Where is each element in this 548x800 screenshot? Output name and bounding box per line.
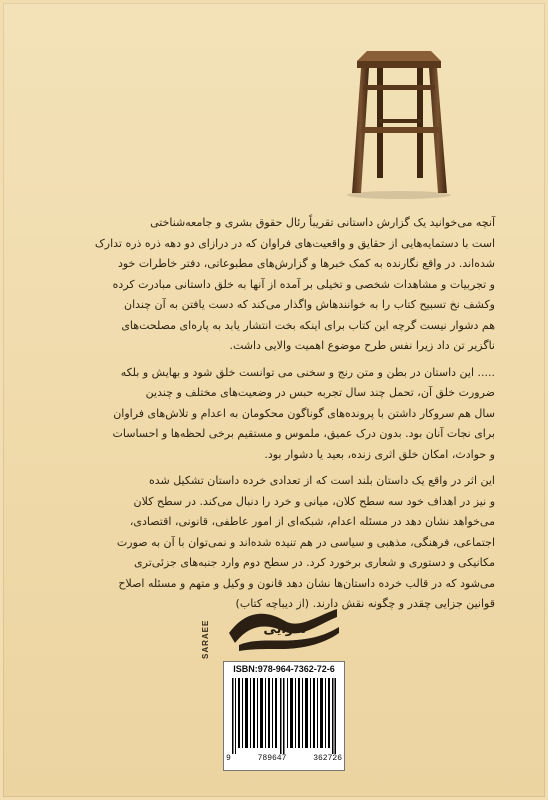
barcode-digit-group: 789647	[257, 754, 287, 763]
blurb-paragraph-2	[40, 363, 495, 466]
blurb-line: می‌خواهد نشان دهد در مسئله اعدام، شبکه‌ای از امور عاطفی، قانونی، اقتصادی،	[129, 515, 495, 528]
blurb-line: هم دشوار نیست گرچه این کتاب برای اینکه بخت انتشار یابد به پاره‌ای مصلحت‌های	[121, 318, 495, 332]
blurb-line: و تجربیات و مشاهدات شخصی و تخیلی بر آمده از آنها به خلق داستانی مبادرت کرده	[112, 277, 495, 291]
blurb-line: قوانین جزایی چقدر و چگونه نقش دارند. (از دیباچه کتاب)	[235, 597, 495, 610]
blurb-line: و نیز در اهداف خود سه سطح کلان، میانی و خرد را دنبال می‌کند. در سطح کلان	[133, 494, 495, 508]
blurb-line: می‌شود که در قالب خرده داستان‌ها نشان دهد قانون و وکیل و متهم و مسئله اصلاح	[118, 576, 495, 590]
blurb-line: است با دستمایه‌هایی از حقایق و واقعیت‌های فراوان که در درازای دو دهه ذره ذره تدارک	[94, 236, 495, 250]
blurb-paragraph-3	[40, 471, 495, 615]
wooden-stool-icon	[339, 41, 459, 201]
blurb-line: آنچه می‌خوانید یک گزارش داستانی تقریباً رئال حقوق بشری و جامعه‌شناختی	[150, 216, 495, 229]
blurb-line: وکشف نخ تسبیح کتاب را به خوانندهاش واگذار می‌کند که دست یافتن به آن چندان	[123, 298, 495, 311]
blurb-line: اجتماعی، فرهنگی، مذهبی و سیاسی در هم تنیده شده‌اند و نمی‌توان با آن به صورت	[116, 535, 495, 549]
isbn-label: ISBN:978-964-7362-72-6	[233, 664, 335, 674]
back-cover-blurb	[40, 213, 495, 621]
publisher-latin-name: SARAEE	[201, 619, 210, 659]
blurb-line: سال هم سروکار داشتن با پرونده‌های گوناگون محکومان به اعدام و تلاش‌های فراوان	[113, 406, 495, 420]
isbn-barcode-box	[223, 661, 345, 771]
blurb-line: برای نجات آنان بود. بدون درک عمیق، ملموس و مستقیم برخی لحظه‌ها و احساسات	[112, 427, 495, 440]
barcode-digit-group: 362726	[313, 754, 342, 763]
blurb-line: این اثر در واقع یک داستان بلند است که از تعدادی خرده داستان تشکیل شده	[148, 474, 495, 487]
blurb-line: ناگزیر تن داد زیرا نفس طرح موضوع اهمیت والایی داشت.	[229, 339, 495, 352]
publisher-logo-icon	[225, 603, 343, 655]
barcode-digit-group: 9	[226, 754, 231, 763]
blurb-paragraph-1	[40, 213, 495, 357]
blurb-line: مکانیکی و دستوری و شعاری برخورد کرد. در سطح دوم وارد جنبه‌های جزئی‌تری	[134, 556, 495, 569]
blurb-line: ضرورت خلق آن، تحمل چند سال تجربه حبس در وضعیت‌های مختلف و چندین	[145, 386, 495, 399]
blurb-line: شده‌اند. در واقع نگارنده به کمک خبرها و گزارش‌های مطبوعاتی، دفتر خاطرات خود	[117, 257, 495, 270]
blurb-line: و حوادث، امکان خلق اثری زنده، بعید یا دشوار بود.	[264, 447, 495, 461]
publisher-logo-text: سرایی	[263, 622, 307, 637]
blurb-line: ..... این داستان در بطن و متن رنج و سخنی می توانست خلق شود و بهایش و بلکه	[120, 365, 495, 379]
barcode-icon	[232, 678, 336, 754]
book-back-cover	[3, 3, 545, 797]
barcode-digits	[226, 754, 342, 763]
